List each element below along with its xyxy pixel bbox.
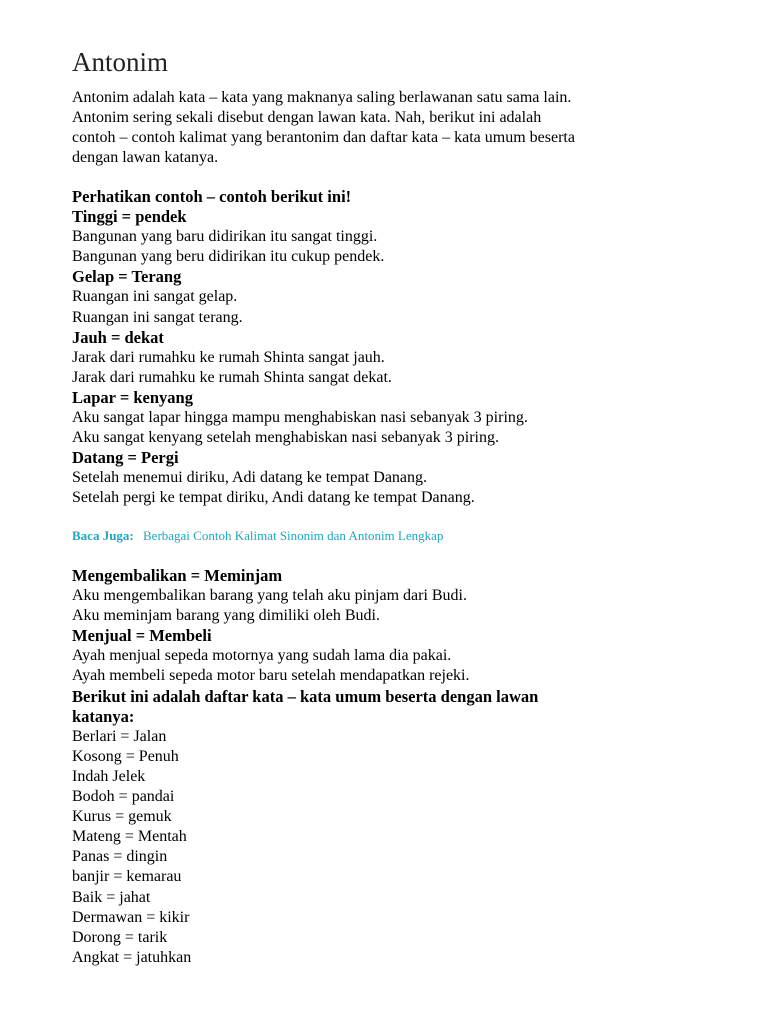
- baca-juga-label: Baca Juga:: [72, 528, 134, 543]
- example-sentence: Jarak dari rumahku ke rumah Shinta sangat jauh.: [72, 348, 385, 366]
- example-sentence: Bangunan yang baru didirikan itu sangat tinggi.: [72, 228, 378, 246]
- example-sentence: Aku sangat kenyang setelah menghabiskan nasi sebanyak 3 piring.: [72, 429, 499, 447]
- antonym-pair-heading: Lapar = kenyang: [72, 387, 193, 407]
- word-list-item: Mateng = Mentah: [72, 828, 187, 846]
- example-sentence: Ayah menjual sepeda motornya yang sudah lama dia pakai.: [72, 647, 452, 665]
- word-list-item: Indah Jelek: [72, 767, 146, 785]
- word-list-item: Kosong = Penuh: [72, 747, 179, 765]
- example-sentence: Setelah menemui diriku, Adi datang ke tempat Danang.: [72, 469, 428, 487]
- example-sentence: Bangunan yang beru didirikan itu cukup pendek.: [72, 248, 385, 266]
- word-list-item: Berlari = Jalan: [72, 727, 167, 745]
- example-sentence: Setelah pergi ke tempat diriku, Andi datang ke tempat Danang.: [72, 489, 475, 507]
- example-sentence: Ayah membeli sepeda motor baru setelah mendapatkan rejeki.: [72, 667, 470, 685]
- intro-paragraph: [72, 88, 712, 168]
- example-sentence: Jarak dari rumahku ke rumah Shinta sangat dekat.: [72, 368, 392, 386]
- word-list-item: Bodoh = pandai: [72, 788, 175, 806]
- word-list-item: Panas = dingin: [72, 848, 168, 866]
- word-list-item: Dermawan = kikir: [72, 908, 190, 926]
- antonym-pair-heading: Gelap = Terang: [72, 267, 182, 287]
- examples-heading: Perhatikan contoh – contoh berikut ini!: [72, 187, 352, 206]
- antonym-pair-heading: Tinggi = pendek: [72, 207, 187, 227]
- baca-juga-link-text[interactable]: Berbagai Contoh Kalimat Sinonim dan Antonim Lengkap: [143, 528, 444, 543]
- example-sentence: Aku meminjam barang yang dimiliki oleh Budi.: [72, 607, 380, 625]
- intro-line: dengan lawan katanya.: [72, 149, 219, 167]
- word-list-item: banjir = kemarau: [72, 868, 182, 886]
- word-list-item: Baik = jahat: [72, 888, 151, 906]
- intro-line: Antonim adalah kata – kata yang maknanya saling berlawanan satu sama lain.: [72, 89, 572, 106]
- antonym-pair-heading: Datang = Pergi: [72, 448, 179, 468]
- intro-line: Antonim sering sekali disebut dengan lawan kata. Nah, berikut ini adalah: [72, 109, 542, 127]
- example-sentence: Ruangan ini sangat gelap.: [72, 288, 238, 306]
- antonym-pair-heading: Jauh = dekat: [72, 327, 164, 347]
- example-sentence: Aku mengembalikan barang yang telah aku pinjam dari Budi.: [72, 587, 467, 605]
- word-list-item: Kurus = gemuk: [72, 808, 172, 826]
- baca-juga-link[interactable]: [72, 527, 443, 545]
- word-list-item: Angkat = jatuhkan: [72, 948, 192, 966]
- antonym-pair-heading: Mengembalikan = Meminjam: [72, 566, 283, 585]
- examples-section: [72, 187, 528, 509]
- antonym-pair-heading: Menjual = Membeli: [72, 626, 212, 646]
- example-sentence: Aku sangat lapar hingga mampu menghabiskan nasi sebanyak 3 piring.: [72, 409, 528, 427]
- word-list-heading: katanya:: [72, 706, 135, 726]
- page-title: Antonim: [72, 47, 169, 77]
- word-list-heading: Berikut ini adalah daftar kata – kata umum beserta dengan lawan: [72, 686, 539, 706]
- intro-line: contoh – contoh kalimat yang berantonim dan daftar kata – kata umum beserta: [72, 129, 575, 147]
- word-list-item: Dorong = tarik: [72, 928, 168, 946]
- example-sentence: Ruangan ini sangat terang.: [72, 308, 243, 326]
- examples-section-2: [72, 566, 538, 968]
